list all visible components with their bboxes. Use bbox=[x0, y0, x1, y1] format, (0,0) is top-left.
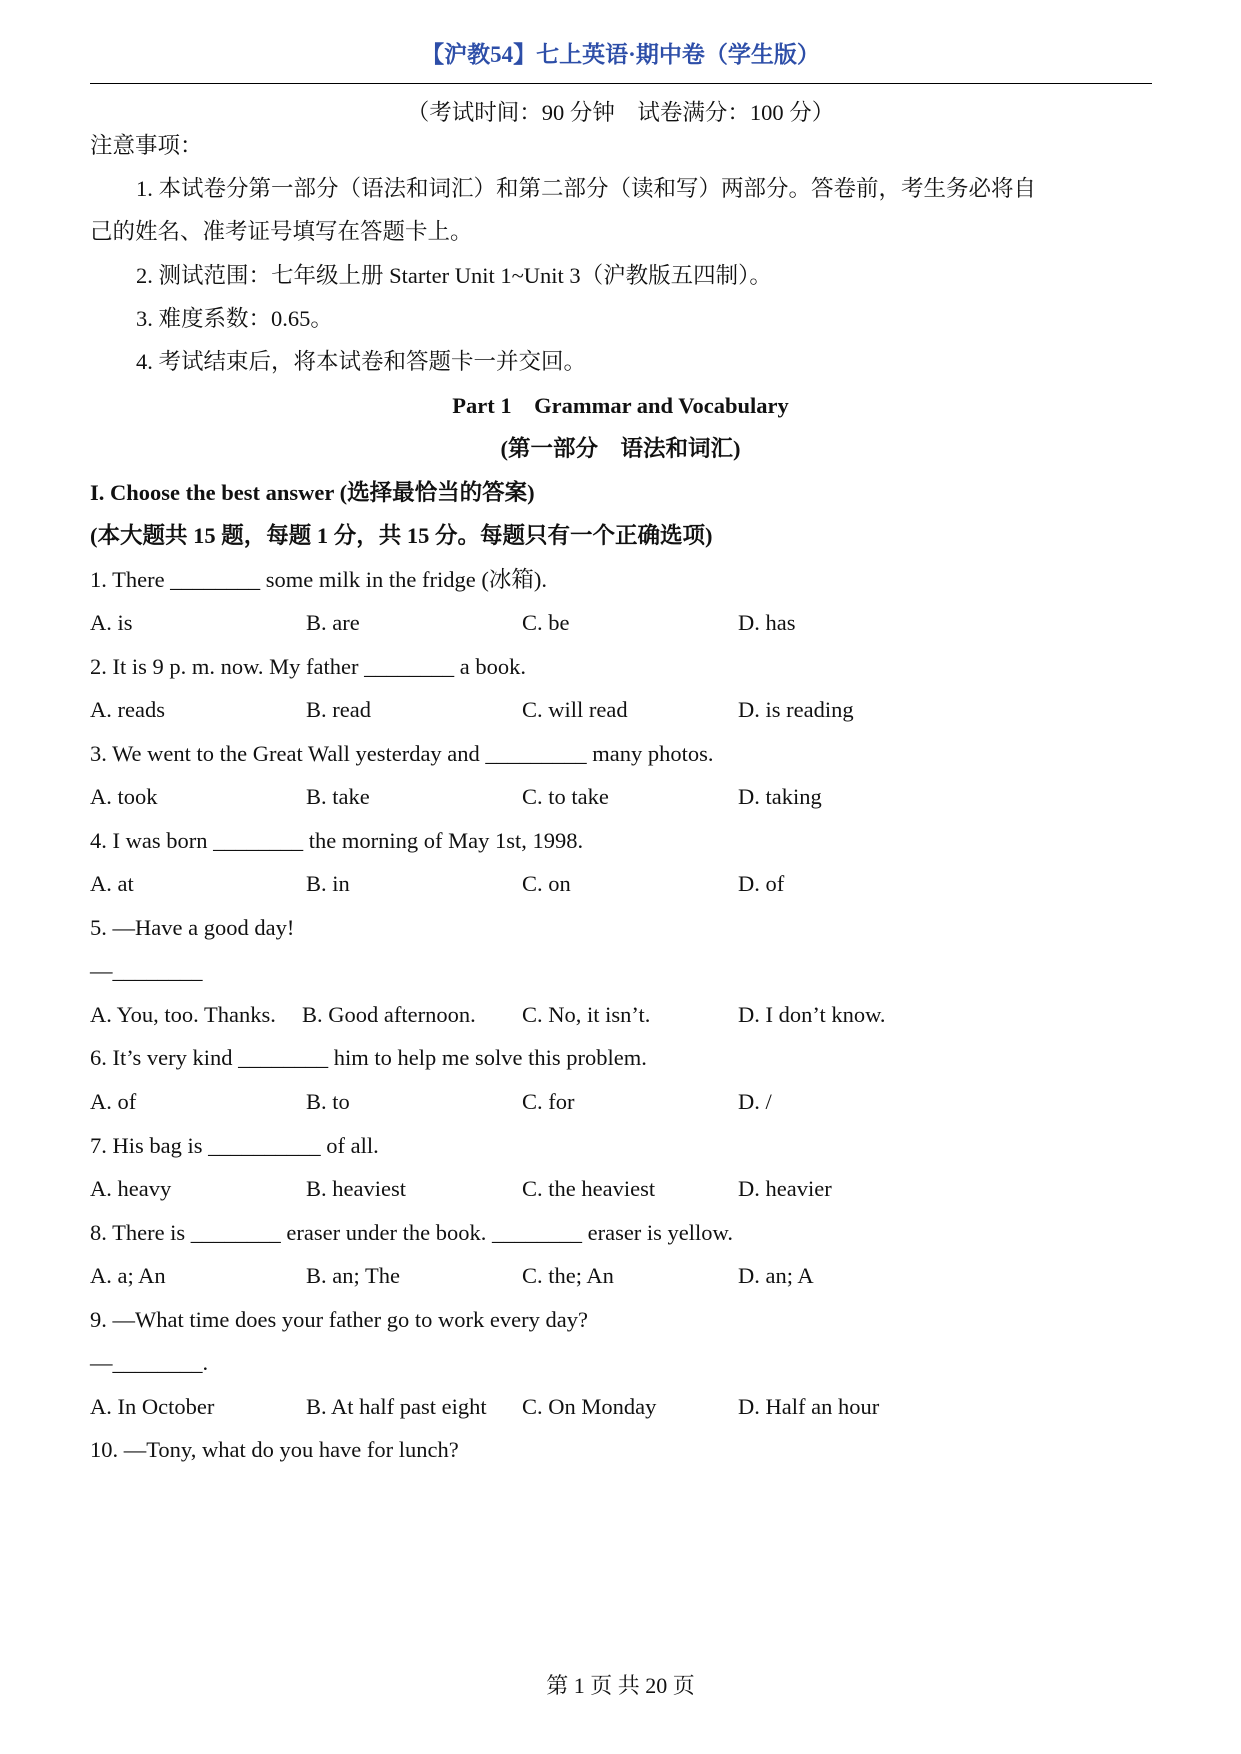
question-5-option-b: B. Good afternoon. bbox=[302, 1002, 476, 1027]
question-9-option-d: D. Half an hour bbox=[738, 1394, 880, 1419]
question-5-stem: 5. —Have a good day! bbox=[90, 915, 295, 940]
exam-info: （考试时间：90 分钟 试卷满分：100 分） bbox=[406, 100, 835, 125]
question-8-option-d: D. an; A bbox=[738, 1263, 814, 1288]
question-5-option-a: A. You, too. Thanks. bbox=[90, 1002, 276, 1027]
question-2-option-b: B. read bbox=[306, 697, 371, 722]
note-item-4: 4. 考试结束后，将本试卷和答题卡一并交回。 bbox=[136, 349, 587, 374]
question-7-stem: 7. His bag is __________ of all. bbox=[90, 1133, 379, 1158]
question-9-reply: —________. bbox=[90, 1350, 209, 1375]
question-9-stem: 9. —What time does your father go to work every day? bbox=[90, 1307, 588, 1332]
section1-instructions: (本大题共 15 题，每题 1 分，共 15 分。每题只有一个正确选项) bbox=[90, 523, 713, 548]
question-7-option-d: D. heavier bbox=[738, 1176, 832, 1201]
question-1-stem: 1. There ________ some milk in the fridge (冰箱). bbox=[90, 567, 547, 592]
document-header-title: 【沪教54】七上英语·期中卷（学生版） bbox=[421, 42, 820, 67]
question-7-option-a: A. heavy bbox=[90, 1176, 172, 1201]
question-4-option-c: C. on bbox=[522, 871, 571, 896]
question-2-option-d: D. is reading bbox=[738, 697, 854, 722]
header-divider bbox=[90, 83, 1152, 84]
question-1-option-d: D. has bbox=[738, 610, 796, 635]
question-8-option-c: C. the; An bbox=[522, 1263, 614, 1288]
note-item-2: 2. 测试范围：七年级上册 Starter Unit 1~Unit 3（沪教版五四制）。 bbox=[136, 263, 772, 288]
question-9-option-c: C. On Monday bbox=[522, 1394, 657, 1419]
question-4-option-d: D. of bbox=[738, 871, 785, 896]
question-3-option-d: D. taking bbox=[738, 784, 822, 809]
question-2-option-a: A. reads bbox=[90, 697, 165, 722]
question-6-option-c: C. for bbox=[522, 1089, 575, 1114]
note-item-1-cont: 己的姓名、准考证号填写在答题卡上。 bbox=[90, 219, 473, 244]
question-5-option-c: C. No, it isn’t. bbox=[522, 1002, 651, 1027]
question-7-option-b: B. heaviest bbox=[306, 1176, 406, 1201]
page-footer: 第 1 页 共 20 页 bbox=[546, 1673, 695, 1698]
question-8-option-b: B. an; The bbox=[306, 1263, 400, 1288]
question-8-option-a: A. a; An bbox=[90, 1263, 166, 1288]
question-3-option-b: B. take bbox=[306, 784, 370, 809]
note-item-3: 3. 难度系数：0.65。 bbox=[136, 306, 333, 331]
note-item-1: 1. 本试卷分第一部分（语法和词汇）和第二部分（读和写）两部分。答卷前，考生务必将自 bbox=[136, 176, 1037, 201]
question-9-option-b: B. At half past eight bbox=[306, 1394, 487, 1419]
notes-title: 注意事项： bbox=[90, 133, 203, 158]
question-8-stem: 8. There is ________ eraser under the book. ________ eraser is yellow. bbox=[90, 1220, 733, 1245]
question-4-stem: 4. I was born ________ the morning of May 1st, 1998. bbox=[90, 828, 584, 853]
question-6-option-b: B. to bbox=[306, 1089, 350, 1114]
question-6-stem: 6. It’s very kind ________ him to help me solve this problem. bbox=[90, 1045, 647, 1070]
question-1-option-a: A. is bbox=[90, 610, 133, 635]
question-10-stem: 10. —Tony, what do you have for lunch? bbox=[90, 1437, 459, 1462]
question-5-option-d: D. I don’t know. bbox=[738, 1002, 886, 1027]
section1-title: I. Choose the best answer (选择最恰当的答案) bbox=[90, 480, 535, 505]
question-3-option-c: C. to take bbox=[522, 784, 609, 809]
question-4-option-b: B. in bbox=[306, 871, 350, 896]
question-7-option-c: C. the heaviest bbox=[522, 1176, 656, 1201]
question-1-option-b: B. are bbox=[306, 610, 360, 635]
part1-subtitle: (第一部分 语法和词汇) bbox=[500, 436, 741, 461]
question-6-option-d: D. / bbox=[738, 1089, 772, 1114]
question-9-option-a: A. In October bbox=[90, 1394, 215, 1419]
question-3-option-a: A. took bbox=[90, 784, 158, 809]
part1-title: Part 1 Grammar and Vocabulary bbox=[452, 393, 789, 418]
question-3-stem: 3. We went to the Great Wall yesterday and _________ many photos. bbox=[90, 741, 714, 766]
question-6-option-a: A. of bbox=[90, 1089, 137, 1114]
question-4-option-a: A. at bbox=[90, 871, 134, 896]
question-1-option-c: C. be bbox=[522, 610, 570, 635]
question-2-option-c: C. will read bbox=[522, 697, 628, 722]
question-2-stem: 2. It is 9 p. m. now. My father ________ a book. bbox=[90, 654, 526, 679]
question-5-reply: —________ bbox=[90, 958, 203, 983]
